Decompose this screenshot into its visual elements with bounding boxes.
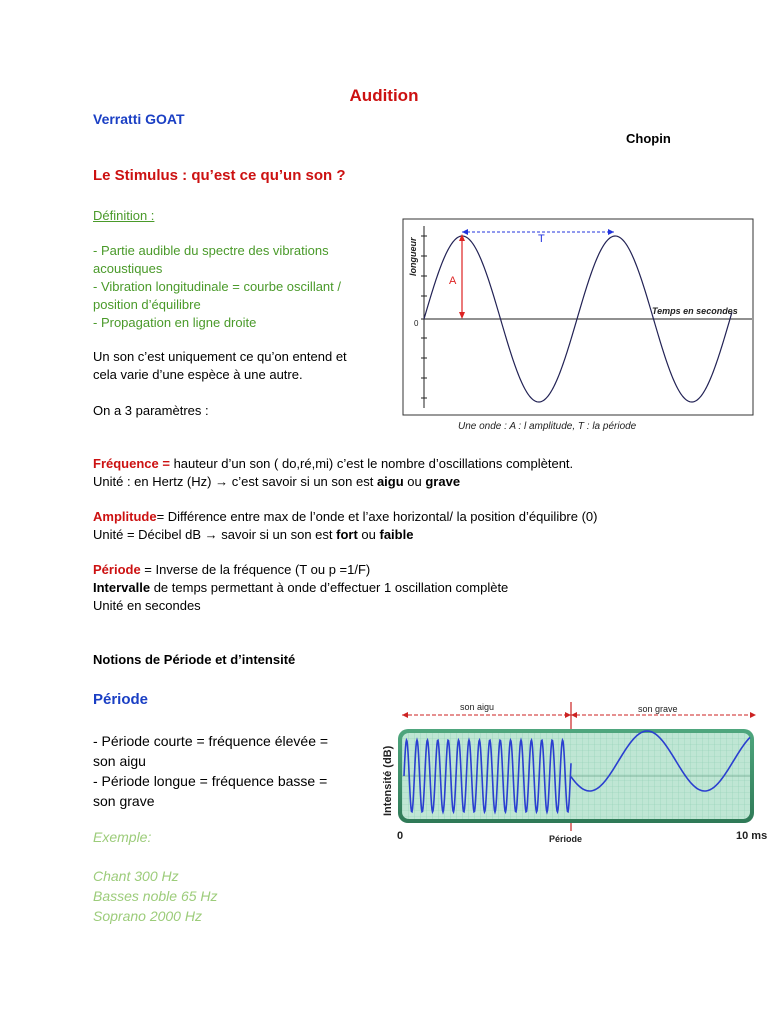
divider-left-head <box>565 712 571 718</box>
amplitude-label: A <box>449 275 457 287</box>
example-item: Basses noble 65 Hz <box>93 888 218 904</box>
divider-right-head <box>571 712 577 718</box>
period-text: = Inverse de la fréquence (T ou p =1/F) <box>140 562 371 577</box>
amplitude-or: ou <box>357 527 380 542</box>
wave-y-label: longueur <box>408 237 418 276</box>
subsection-heading-periode: Période <box>93 691 149 708</box>
example-item: Soprano 2000 Hz <box>93 908 202 924</box>
range-arrow-left-head <box>402 712 408 718</box>
wave-x-label: Temps en secondes <box>652 306 738 316</box>
definition-line: - Propagation en ligne droite <box>93 315 257 330</box>
paragraph-line: cela varie d’une espèce à une autre. <box>93 367 303 382</box>
definition-line: - Vibration longitudinale = courbe oscillant / <box>93 279 341 294</box>
wave-figure <box>402 218 754 433</box>
param-period <box>93 561 753 615</box>
example-label: Exemple: <box>93 829 152 845</box>
origin-label: 0 <box>414 319 419 328</box>
frequency-term: Fréquence = <box>93 456 174 471</box>
definition-line: acoustiques <box>93 261 163 276</box>
paragraph-line: Un son c’est uniquement ce qu’on entend et <box>93 349 347 364</box>
paragraph-son <box>93 348 393 384</box>
frequency-unit: Unité : en Hertz (Hz) → c’est savoir si un son est <box>93 474 377 489</box>
period-term: Période <box>93 562 141 577</box>
author-right: Chopin <box>626 131 671 146</box>
period-note-line: - Période longue = fréquence basse = <box>93 773 328 789</box>
section-heading-notions: Notions de Période et d’intensité <box>93 652 296 667</box>
definition-list <box>93 242 393 332</box>
amplitude-unit: Unité = Décibel dB → savoir si un son est <box>93 527 337 542</box>
son-grave-label: son grave <box>638 704 678 714</box>
x-period-label: Période <box>549 834 583 844</box>
amplitude-fort: fort <box>336 527 358 542</box>
page-title: Audition <box>349 86 419 105</box>
son-aigu-label: son aigu <box>460 702 495 712</box>
paragraph-params: On a 3 paramètres : <box>93 403 209 418</box>
param-amplitude <box>93 508 753 544</box>
intensity-y-label: Intensité (dB) <box>382 745 394 816</box>
amplitude-text: = Différence entre max de l’onde et l’axe horizontal/ la position d’équilibre (0) <box>156 509 598 524</box>
frequency-or: ou <box>403 474 426 489</box>
wave-caption: Une onde : A : l amplitude, T : la période <box>458 421 637 432</box>
frequency-grave: grave <box>425 474 461 489</box>
amplitude-faible: faible <box>379 527 414 542</box>
definition-line: position d’équilibre <box>93 297 201 312</box>
frequency-text: hauteur d’un son ( do,ré,mi) c’est le nombre d’oscillations complètent. <box>173 456 574 471</box>
period-note-line: - Période courte = fréquence élevée = <box>93 733 329 749</box>
param-frequency <box>93 455 753 491</box>
period-note-line: son aigu <box>93 753 146 769</box>
amplitude-term: Amplitude <box>93 509 157 524</box>
x-end-label: 10 ms <box>736 830 768 842</box>
range-arrow-right-head <box>750 712 756 718</box>
definition-label: Définition : <box>93 208 155 223</box>
example-item: Chant 300 Hz <box>93 868 179 884</box>
frequency-aigu: aigu <box>376 474 404 489</box>
author-left: Verratti GOAT <box>93 111 185 127</box>
period-label: T <box>538 233 545 245</box>
period-unit: Unité en secondes <box>93 598 201 613</box>
period-interval-text: de temps permettant à onde d’effectuer 1 oscillation complète <box>150 580 509 595</box>
intensity-figure <box>378 696 768 846</box>
example-list <box>93 866 218 926</box>
period-interval-term: Intervalle <box>93 580 151 595</box>
definition-line: - Partie audible du spectre des vibrations <box>93 243 329 258</box>
section-heading-stimulus: Le Stimulus : qu’est ce qu’un son ? <box>93 167 346 184</box>
period-note-line: son grave <box>93 793 155 809</box>
period-notes <box>93 731 368 811</box>
x-start-label: 0 <box>397 830 404 842</box>
